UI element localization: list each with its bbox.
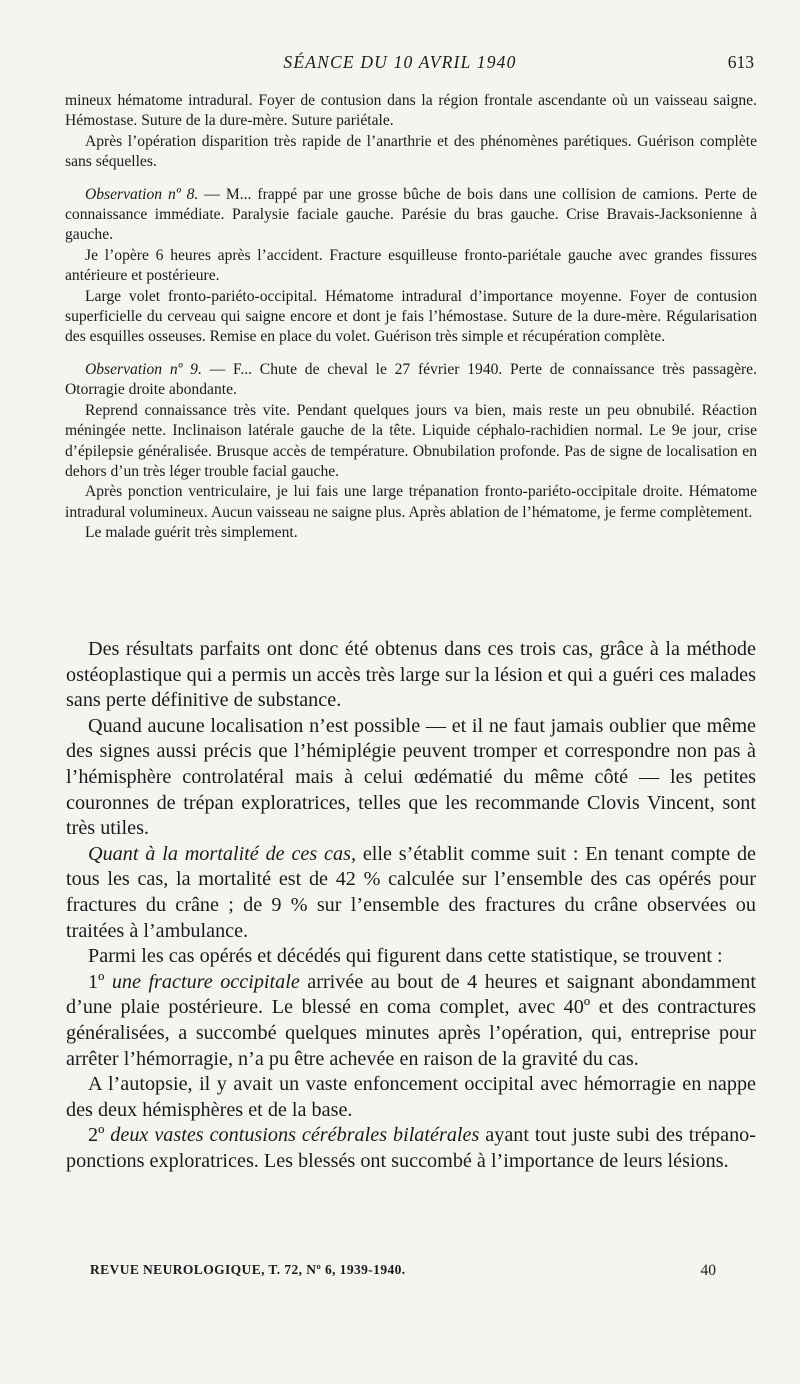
paragraph: A l’autopsie, il y avait un vaste enfoncement occipital avec hémorragie en nappe des deux hémisphères et de la base.	[66, 1073, 756, 1121]
paragraph: Parmi les cas opérés et décédés qui figurent dans cette statistique, se trouvent :	[88, 945, 723, 968]
list-number: 1º	[88, 970, 112, 993]
paragraph: Des résultats parfaits ont donc été obtenus dans ces trois cas, grâce à la méthode ostéoplastique qui a permis un accès très large sur la lésion et qui a guéri ces malades sans perte définitive de substance.	[66, 638, 756, 712]
page-number: 613	[727, 52, 754, 72]
paragraph-continuation	[65, 91, 757, 132]
paragraph-text: elle s’établit comme suit : En tenant compte de tous les cas, la mortalité est de 42 % calculée sur l’ensemble des cas opérés pour fractures du crâne ; de 9 % sur l’ensemble des fractures du crâne observées ou traitées à l’ambulance.	[66, 842, 756, 942]
page-footer	[0, 1262, 800, 1286]
paragraph-text: ayant tout juste subi des trépano-ponctions exploratrices. Les blessés ont succombé à l’importance de leurs lésions.	[66, 1124, 756, 1172]
observation-9	[65, 360, 757, 401]
paragraph	[65, 287, 757, 348]
journal-reference: REVUE NEUROLOGIQUE, T. 72, Nº 6, 1939-1940.	[90, 1262, 406, 1277]
paragraph-text: mineux hématome intradural. Foyer de contusion dans la région frontale ascendante où un vaisseau saigne. Hémostase. Suture de la dure-mère. Suture pariétale.	[65, 92, 757, 130]
list-item	[66, 970, 756, 1072]
case-observations	[65, 91, 757, 544]
observation-label: Observation nº 8.	[85, 185, 199, 203]
observation-label: Observation nº 9.	[85, 360, 202, 378]
running-title: SÉANCE DU 10 AVRIL 1940	[283, 52, 517, 72]
paragraph	[65, 523, 757, 543]
paragraph: Quand aucune localisation n’est possible — et il ne faut jamais oublier que même des signes aussi précis que l’hémiplégie peuvent tromper et correspondre non pas à l’hémisphère controlatéral mais à celui œdématié du même côté — les petites couronnes de trépan exploratrices, telles que les recommande Clovis Vincent, sont très utiles.	[66, 714, 756, 840]
signature-mark: 40	[700, 1262, 716, 1279]
paragraph-text: Reprend connaissance très vite. Pendant quelques jours va bien, mais reste un peu obnubilé. Réaction méningée nette. Inclinaison latérale gauche de la tête. Liquide céphalo-rachidien normal. Le 9e jour, crise d’épilepsie généralisée. Brusque accès de température. Obnubilation profonde. Pas de signe de localisation en dehors d’un très léger trouble facial gauche.	[65, 401, 757, 480]
list-number: 2º	[88, 1124, 111, 1147]
paragraph-text: — M... frappé par une grosse bûche de bois dans une collision de camions. Perte de connaissance immédiate. Paralysie faciale gauche. Parésie du bras gauche. Crise Bravais-Jacksonienne à gauche.	[65, 185, 758, 244]
paragraph	[65, 401, 757, 483]
paragraph-text: Après ponction ventriculaire, je lui fais une large trépanation fronto-pariéto-occipitale droite. Hématome intradural volumineux. Aucun vaisseau ne saigne plus. Après ablation de l’hématome, je ferme complètement.	[65, 483, 757, 521]
paragraph	[65, 132, 757, 173]
observation-8	[65, 185, 757, 246]
italic-phrase: Quant à la mortalité de ces cas,	[88, 842, 357, 865]
italic-phrase: deux vastes contusions cérébrales bilatérales	[110, 1124, 480, 1147]
list-item	[66, 1123, 756, 1174]
paragraph	[66, 842, 756, 944]
page-header	[0, 52, 800, 80]
italic-phrase: une fracture occipitale	[111, 970, 300, 993]
main-text	[66, 637, 756, 1174]
paragraph-text: Le malade guérit très simplement.	[85, 524, 298, 542]
paragraph	[65, 246, 757, 287]
paragraph-text: Après l’opération disparition très rapide de l’anarthrie et des phénomènes parétiques. Guérison complète sans séquelles.	[65, 132, 757, 171]
paragraph-text: — F... Chute de cheval le 27 février 1940. Perte de connaissance très passagère. Otorragie droite abondante.	[65, 360, 757, 399]
paragraph-text: Je l’opère 6 heures après l’accident. Fracture esquilleuse fronto-pariétale gauche avec grandes fissures antérieure et postérieure.	[65, 246, 757, 285]
paragraph-text: Large volet fronto-pariéto-occipital. Hématome intradural d’importance moyenne. Foyer de contusion superficielle du cerveau qui saigne encore et dont je fais l’hémostase. Suture de la dure-mère. Régularisation des esquilles osseuses. Remise en place du volet. Guérison très simple et récupération complète.	[65, 287, 757, 346]
paragraph-text: arrivée au bout de 4 heures et saignant abondamment d’une plaie postérieure. Le blessé en coma complet, avec 40º et des contractures généralisées, a succombé quelques minutes après l’opération, qui, entreprise pour arrêter l’hémorragie, n’a pu être achevée en raison de la gravité du cas.	[66, 970, 756, 1070]
paragraph	[65, 482, 757, 523]
